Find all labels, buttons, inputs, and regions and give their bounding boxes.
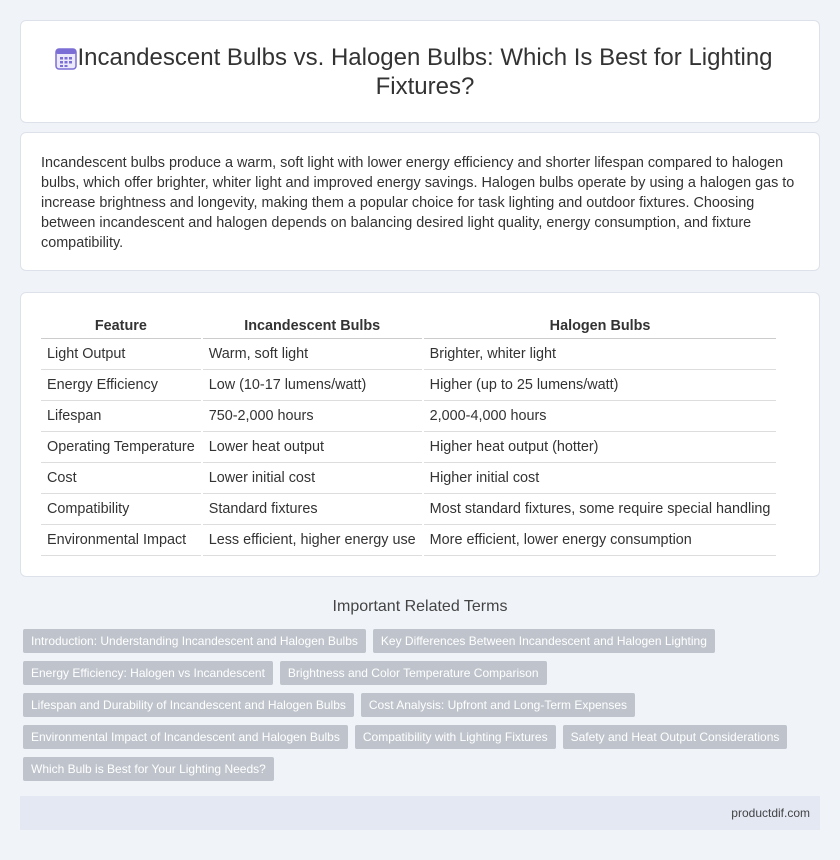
related-term-link[interactable]: Safety and Heat Output Considerations (563, 725, 788, 749)
intro-paragraph: Incandescent bulbs produce a warm, soft light with lower energy efficiency and shorter lifespan compared to halogen bulbs, which offer brighter, whiter light and improved energy savings. Halogen bulbs operate by using a halogen gas to increase brightness and longevity, making them a popular choice for task lighting and outdoor fixtures. Choosing between incandescent and halogen depends on balancing desired light quality, energy consumption, and fixture compatibility. (41, 155, 795, 251)
table-row (41, 431, 776, 462)
feature-cell: Cost (41, 462, 202, 493)
feature-cell: Energy Efficiency (41, 369, 202, 400)
feature-cell: Compatibility (41, 493, 202, 524)
related-term-link[interactable]: Energy Efficiency: Halogen vs Incandescent (23, 661, 273, 685)
comparison-card (20, 292, 820, 577)
related-terms-heading: Important Related Terms (332, 598, 508, 615)
header-incandescent: Incandescent Bulbs (202, 315, 423, 338)
related-term-link[interactable]: Brightness and Color Temperature Comparison (280, 661, 547, 685)
incandescent-cell: Less efficient, higher energy use (202, 524, 423, 555)
incandescent-cell: Standard fixtures (202, 493, 423, 524)
halogen-cell: Most standard fixtures, some require special handling (423, 493, 777, 524)
table-row (41, 493, 776, 524)
feature-cell: Environmental Impact (41, 524, 202, 555)
halogen-cell: Higher (up to 25 lumens/watt) (423, 369, 777, 400)
footer-site-name: productdif.com (731, 806, 810, 820)
feature-cell: Operating Temperature (41, 431, 202, 462)
table-header-row (41, 315, 776, 338)
table-row (41, 400, 776, 431)
header-feature: Feature (41, 315, 202, 338)
table-row (41, 524, 776, 555)
comparison-table (41, 315, 776, 556)
incandescent-cell: Lower initial cost (202, 462, 423, 493)
feature-cell: Light Output (41, 338, 202, 369)
feature-cell: Lifespan (41, 400, 202, 431)
halogen-cell: Brighter, whiter light (423, 338, 777, 369)
related-term-link[interactable]: Which Bulb is Best for Your Lighting Needs? (23, 757, 274, 781)
related-term-link[interactable]: Cost Analysis: Upfront and Long-Term Expenses (361, 693, 635, 717)
halogen-cell: 2,000-4,000 hours (423, 400, 777, 431)
footer (20, 796, 820, 830)
title-card (20, 20, 820, 123)
page-title: Incandescent Bulbs vs. Halogen Bulbs: Which Is Best for Lighting Fixtures? (77, 44, 773, 100)
incandescent-cell: Lower heat output (202, 431, 423, 462)
related-terms-section (20, 596, 820, 776)
related-term-link[interactable]: Key Differences Between Incandescent and Halogen Lighting (373, 629, 715, 653)
related-term-link[interactable]: Environmental Impact of Incandescent and Halogen Bulbs (23, 725, 348, 749)
related-terms-list (23, 629, 813, 789)
halogen-cell: Higher initial cost (423, 462, 777, 493)
table-row (41, 369, 776, 400)
table-row (41, 462, 776, 493)
related-term-link[interactable]: Compatibility with Lighting Fixtures (355, 725, 556, 749)
incandescent-cell: Low (10-17 lumens/watt) (202, 369, 423, 400)
incandescent-cell: Warm, soft light (202, 338, 423, 369)
table-row (41, 338, 776, 369)
incandescent-cell: 750-2,000 hours (202, 400, 423, 431)
related-term-link[interactable]: Introduction: Understanding Incandescent and Halogen Bulbs (23, 629, 366, 653)
header-halogen: Halogen Bulbs (423, 315, 777, 338)
halogen-cell: More efficient, lower energy consumption (423, 524, 777, 555)
halogen-cell: Higher heat output (hotter) (423, 431, 777, 462)
intro-card (20, 132, 820, 271)
related-term-link[interactable]: Lifespan and Durability of Incandescent and Halogen Bulbs (23, 693, 354, 717)
